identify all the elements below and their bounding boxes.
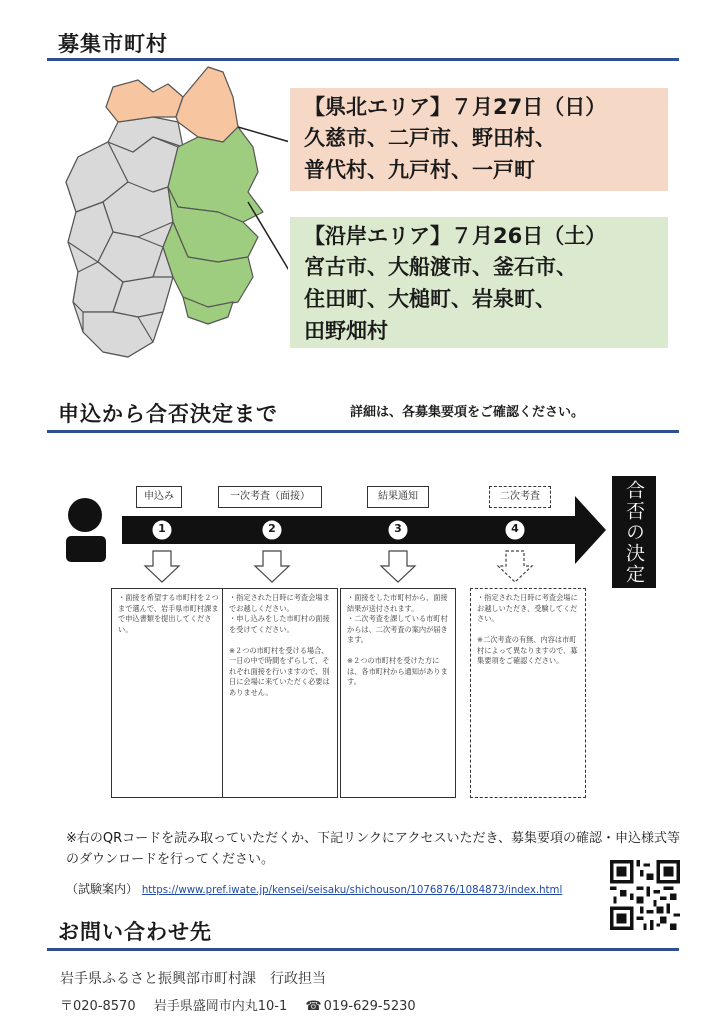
section-divider	[47, 430, 679, 433]
step-card-interview	[222, 588, 338, 798]
down-arrow-icon	[381, 551, 415, 582]
section-divider	[47, 58, 679, 61]
section-title-municipalities: 募集市町村	[58, 32, 168, 56]
north-area-title: 【県北エリア】７月27日（日）	[304, 95, 607, 119]
down-arrow-icon	[255, 551, 289, 582]
section-title-contact: お問い合わせ先	[58, 920, 212, 944]
result-decision-box: 合否の決定	[612, 476, 656, 588]
step-text: ・指定された日時に考査会場にお越しいただき、受験してください。 ※二次考査の有無、内容は市町村によって異なりますので、募集要項をご確認ください。	[477, 593, 578, 665]
step-text: ・面接を希望する市町村を２つまで選んで、岩手県市町村課まで申込書類を提出してください。	[118, 593, 219, 634]
qr-code-icon[interactable]	[610, 860, 680, 930]
down-arrow-icon	[145, 551, 179, 582]
coast-area-title: 【沿岸エリア】７月26日（土）	[304, 224, 607, 248]
north-area-box	[290, 88, 668, 191]
guide-link[interactable]: https://www.pref.iwate.jp/kensei/seisaku/shichouson/1076876/1084873/index.html	[141, 885, 563, 896]
step-number: 4	[511, 522, 519, 535]
guide-label: （試験案内）	[66, 882, 139, 896]
step-label-interview: 一次考査（面接）	[218, 486, 322, 508]
down-arrow-icon	[498, 551, 532, 582]
north-area-cities-1: 久慈市、二戸市、野田村、	[304, 126, 556, 150]
contact-org: 岩手県ふるさと振興部市町村課 行政担当	[60, 971, 326, 987]
contact-phone: 019-629-5230	[323, 999, 416, 1014]
contact-address: 岩手県盛岡市内丸10-1	[153, 999, 288, 1014]
section-divider	[47, 948, 679, 951]
iwate-map	[58, 62, 288, 362]
map-region-north	[106, 80, 183, 122]
step-number: 3	[394, 522, 402, 535]
contact-address-line	[60, 995, 430, 1014]
north-area-cities-2: 普代村、九戸村、一戸町	[304, 158, 535, 182]
coast-area-cities-2: 住田町、大槌町、岩泉町、	[304, 287, 556, 311]
coast-area-cities-1: 宮古市、大船渡市、釜石市、	[304, 255, 577, 279]
coast-area-cities-3: 田野畑村	[304, 319, 388, 343]
step-label-second-exam: 二次考査	[489, 486, 551, 508]
step-label-apply: 申込み	[136, 486, 182, 508]
step-label-result: 結果通知	[367, 486, 429, 508]
step-card-result	[340, 588, 456, 798]
guide-line	[66, 880, 562, 897]
section-title-process: 申込から合否決定まで	[58, 402, 278, 426]
step-number: 1	[158, 522, 166, 535]
contact-postal: 〒020-8570	[60, 999, 136, 1014]
map-region-north	[176, 67, 238, 142]
step-text: ・面接をした市町村から、面接結果が送付されます。 ・二次考査を課している市町村からは、二次考査の案内が届きます。 ※２つの市町村を受けた方には、各市町村から通知があります。	[347, 593, 448, 686]
coast-area-box	[290, 217, 668, 348]
person-icon	[66, 498, 106, 562]
qr-note: ※右のQRコードを読み取っていただくか、下記リンクにアクセスいただき、募集要項の確認・申込様式等のダウンロードを行ってください。	[66, 831, 680, 867]
section-subtitle: 詳細は、各募集要項をご確認ください。	[350, 405, 585, 420]
step-text: ・指定された日時に考査会場までお越しください。 ・申し込みをした市町村の面接を受けてください。 ※２つの市町村を受ける場合、一日の中で時間をずらして、それぞれ面接を行いますので、別日に会場に来ていただく必要はありません。	[229, 593, 330, 697]
step-card-apply	[111, 588, 227, 798]
step-card-second-exam	[470, 588, 586, 798]
phone-icon: ☎	[305, 999, 322, 1014]
step-number: 2	[268, 522, 276, 535]
